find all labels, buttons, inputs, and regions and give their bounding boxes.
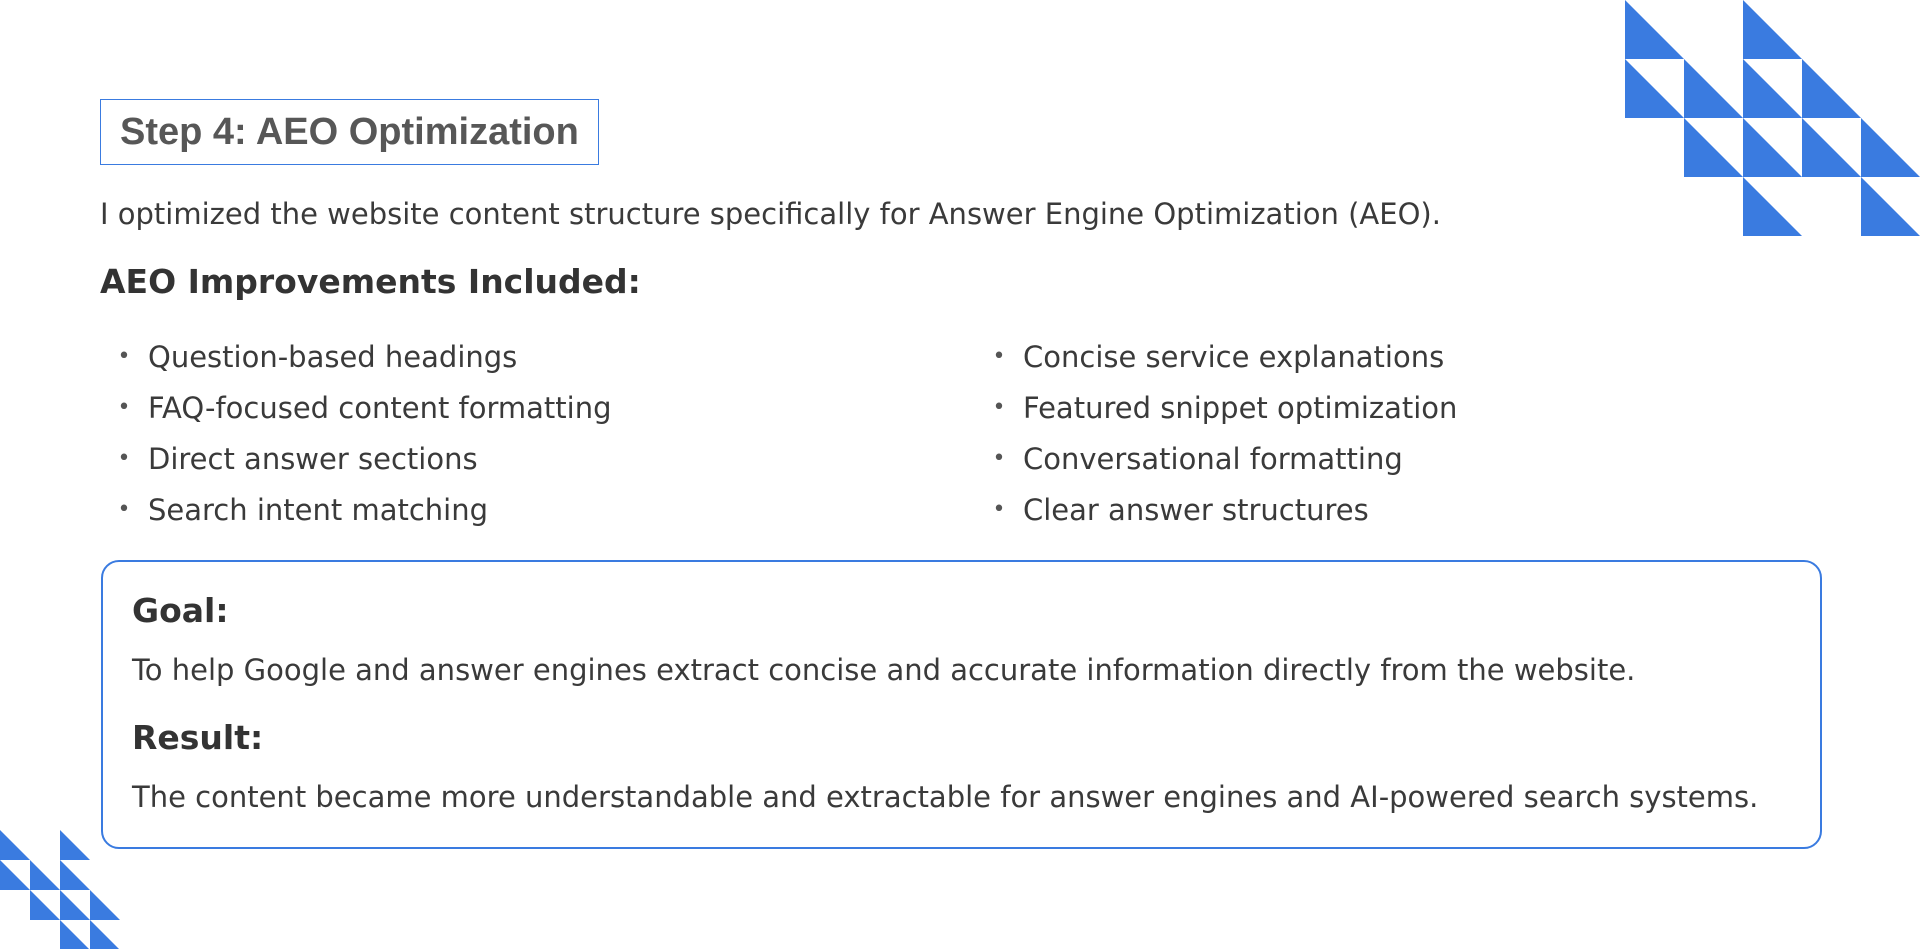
list-item [975, 433, 1457, 484]
list-item-label: Featured snippet optimization [1023, 390, 1458, 425]
decorative-triangle [60, 920, 90, 949]
goal-heading: Goal: [132, 591, 229, 630]
bullet-icon: • [117, 446, 131, 471]
bullet-icon: • [992, 344, 1006, 369]
decorative-triangle [30, 890, 60, 920]
decorative-triangle [30, 860, 60, 890]
list-item [100, 433, 612, 484]
decorative-triangle [1802, 118, 1861, 177]
list-item-label: Concise service explanations [1023, 339, 1445, 374]
decorative-triangle [1861, 118, 1920, 177]
list-item [975, 382, 1457, 433]
decorative-triangle [1743, 59, 1802, 118]
goal-result-box [101, 560, 1822, 849]
decorative-triangle [1743, 0, 1802, 59]
list-item-label: Question-based headings [148, 339, 518, 374]
decorative-triangle [1743, 177, 1802, 236]
bullet-icon: • [992, 497, 1006, 522]
list-item [100, 382, 612, 433]
list-item-label: FAQ-focused content formatting [148, 390, 612, 425]
bullet-icon: • [992, 395, 1006, 420]
decorative-triangle [60, 830, 90, 860]
bullet-icon: • [992, 446, 1006, 471]
bullet-icon: • [117, 497, 131, 522]
step-title: Step 4: AEO Optimization [100, 99, 599, 165]
improvements-list-left [100, 331, 612, 535]
decorative-triangle [1861, 177, 1920, 236]
list-item [100, 484, 612, 535]
decorative-triangle [0, 860, 30, 890]
decorative-triangle [90, 890, 120, 920]
list-item [975, 484, 1457, 535]
decorative-triangle [60, 860, 90, 890]
improvements-list-right [975, 331, 1457, 535]
decorative-triangle [1625, 59, 1684, 118]
bullet-icon: • [117, 344, 131, 369]
list-item-label: Search intent matching [148, 492, 489, 527]
decorative-triangles-top-right [1625, 0, 1920, 236]
decorative-triangle [1802, 59, 1861, 118]
decorative-triangle [1684, 118, 1743, 177]
bullet-icon: • [117, 395, 131, 420]
decorative-triangle [60, 890, 90, 920]
result-text: The content became more understandable and extractable for answer engines and AI-powered search systems. [132, 780, 1759, 814]
list-item-label: Clear answer structures [1023, 492, 1369, 527]
decorative-triangle [0, 830, 30, 860]
decorative-triangle [1625, 0, 1684, 59]
improvements-heading: AEO Improvements Included: [100, 262, 641, 301]
list-item-label: Conversational formatting [1023, 441, 1403, 476]
decorative-triangle [90, 920, 120, 949]
goal-text: To help Google and answer engines extract concise and accurate information directly from the website. [132, 653, 1636, 687]
decorative-triangle [1743, 118, 1802, 177]
list-item-label: Direct answer sections [148, 441, 478, 476]
intro-text: I optimized the website content structure specifically for Answer Engine Optimization (AEO). [100, 197, 1441, 231]
list-item [100, 331, 612, 382]
list-item [975, 331, 1457, 382]
result-heading: Result: [132, 718, 264, 757]
decorative-triangle [1684, 59, 1743, 118]
